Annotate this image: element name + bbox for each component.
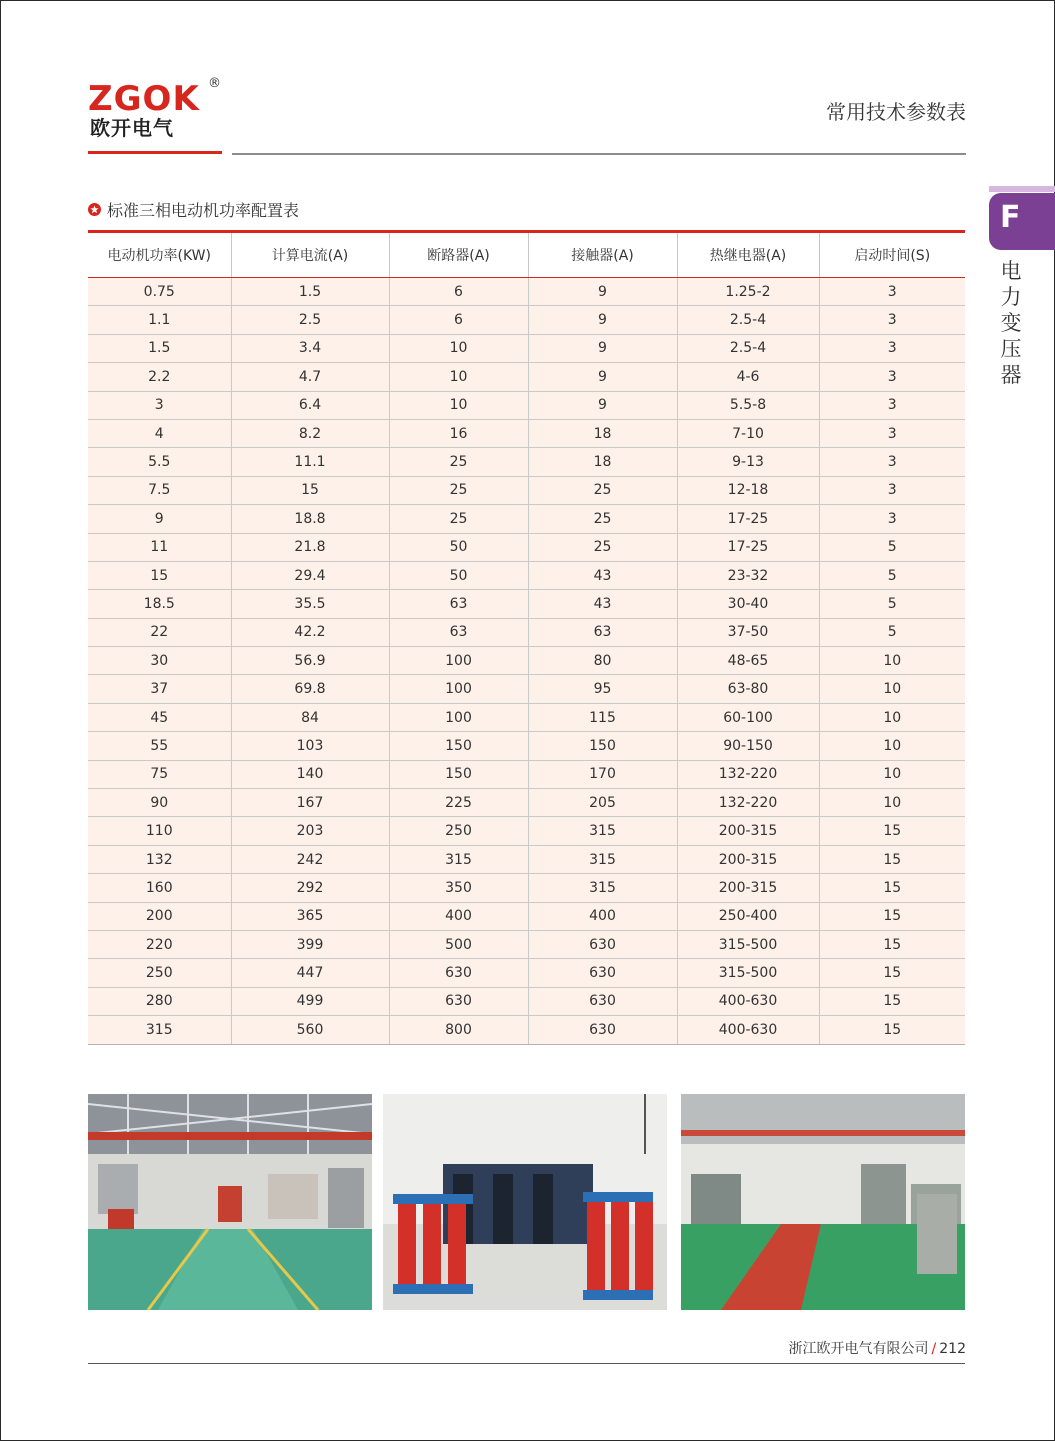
table-cell: 43 [528,561,677,589]
table-cell: 63 [528,618,677,646]
table-row [88,533,965,561]
table-cell: 6 [389,306,528,334]
table-cell: 3 [819,448,965,476]
table-cell: 250 [389,817,528,845]
motor-config-table [88,233,965,1045]
table-cell: 1.1 [88,306,231,334]
side-tab-accent [989,186,1055,192]
table-cell: 15 [819,930,965,958]
table-cell: 225 [389,789,528,817]
table-cell: 140 [231,760,389,788]
table-cell: 150 [389,732,528,760]
table-row [88,987,965,1015]
table-cell: 63 [389,618,528,646]
table-cell: 3.4 [231,334,389,362]
table-cell: 1.5 [88,334,231,362]
table-cell: 50 [389,561,528,589]
footer [789,1338,966,1358]
table-row [88,647,965,675]
table-cell: 35.5 [231,590,389,618]
table-cell: 9 [528,391,677,419]
table-cell: 630 [528,987,677,1015]
footer-divider [88,1363,965,1364]
table-cell: 280 [88,987,231,1015]
table-cell: 10 [819,647,965,675]
table-cell: 132-220 [677,760,819,788]
table-cell: 500 [389,930,528,958]
table-cell: 15 [819,959,965,987]
table-cell: 7-10 [677,419,819,447]
table-cell: 115 [528,703,677,731]
table-cell: 45 [88,703,231,731]
table-cell: 63-80 [677,675,819,703]
table-cell: 5.5 [88,448,231,476]
table-cell: 315 [389,845,528,873]
section-title-text: 标准三相电动机功率配置表 [107,201,300,220]
table-cell: 167 [231,789,389,817]
table-cell: 100 [389,675,528,703]
dry-transformers-photo [383,1094,667,1310]
table-cell: 43 [528,590,677,618]
footer-separator: / [931,1341,937,1357]
table-cell: 90 [88,789,231,817]
table-cell: 315 [528,845,677,873]
brand-logo: ZGOK [88,79,200,119]
table-cell: 100 [389,703,528,731]
table-cell: 9 [528,334,677,362]
star-bullet-icon [88,203,101,216]
table-row [88,959,965,987]
table-cell: 2.5-4 [677,306,819,334]
table-row [88,817,965,845]
table-cell: 17-25 [677,505,819,533]
table-cell: 400 [528,902,677,930]
table-cell: 170 [528,760,677,788]
chapter-tab [989,193,1055,250]
logo-underline [88,151,222,154]
table-cell: 100 [389,647,528,675]
table-cell: 315 [528,874,677,902]
chapter-label: 电力变压器 [1000,259,1022,387]
table-cell: 5.5-8 [677,391,819,419]
table-cell: 16 [389,419,528,447]
table-row [88,732,965,760]
section-title [88,198,299,221]
table-cell: 103 [231,732,389,760]
table-cell: 132-220 [677,789,819,817]
table-row [88,760,965,788]
table-cell: 18.5 [88,590,231,618]
table-cell: 3 [88,391,231,419]
table-cell: 1.5 [231,278,389,306]
table-cell: 10 [819,703,965,731]
table-cell: 10 [819,760,965,788]
table-cell: 18 [528,448,677,476]
table-cell: 3 [819,334,965,362]
table-cell: 15 [819,817,965,845]
table-cell: 4.7 [231,363,389,391]
table-cell: 10 [389,334,528,362]
table-cell: 200 [88,902,231,930]
table-cell: 3 [819,391,965,419]
table-cell: 250-400 [677,902,819,930]
table-cell: 15 [231,476,389,504]
column-header: 热继电器(A) [677,233,819,278]
table-cell: 10 [819,732,965,760]
column-header: 启动时间(S) [819,233,965,278]
table-cell: 365 [231,902,389,930]
table-cell: 2.2 [88,363,231,391]
page-number: 212 [939,1341,966,1357]
table-row [88,1016,965,1044]
table-cell: 6 [389,278,528,306]
table-cell: 499 [231,987,389,1015]
table-row [88,391,965,419]
table-cell: 0.75 [88,278,231,306]
table-cell: 203 [231,817,389,845]
table-cell: 6.4 [231,391,389,419]
table-cell: 25 [389,448,528,476]
table-row [88,703,965,731]
factory-hall-photo [88,1094,372,1310]
table-row [88,278,965,306]
table-cell: 630 [528,959,677,987]
table-cell: 15 [819,845,965,873]
table-row [88,505,965,533]
table-cell: 110 [88,817,231,845]
table-cell: 150 [528,732,677,760]
table-cell: 80 [528,647,677,675]
table-cell: 56.9 [231,647,389,675]
brand-name: 欧开电气 [90,116,174,140]
table-cell: 160 [88,874,231,902]
table-cell: 630 [528,1016,677,1044]
table-cell: 12-18 [677,476,819,504]
table-body [88,278,965,1045]
table-row [88,306,965,334]
table-cell: 18 [528,419,677,447]
column-header: 断路器(A) [389,233,528,278]
table-cell: 9 [528,363,677,391]
table-cell: 7.5 [88,476,231,504]
table-row [88,363,965,391]
column-header: 接触器(A) [528,233,677,278]
table-cell: 10 [389,363,528,391]
table-row [88,476,965,504]
footer-company: 浙江欧开电气有限公司 [788,1341,929,1357]
table-cell: 15 [819,902,965,930]
table-row [88,590,965,618]
table-cell: 315-500 [677,930,819,958]
table-cell: 30-40 [677,590,819,618]
table-cell: 400-630 [677,1016,819,1044]
table-cell: 25 [528,476,677,504]
table-cell: 17-25 [677,533,819,561]
table-cell: 399 [231,930,389,958]
table-cell: 3 [819,476,965,504]
table-cell: 11 [88,533,231,561]
table-cell: 90-150 [677,732,819,760]
table-cell: 18.8 [231,505,389,533]
table-cell: 132 [88,845,231,873]
table-row [88,874,965,902]
table-cell: 3 [819,419,965,447]
table-cell: 55 [88,732,231,760]
table-cell: 630 [528,930,677,958]
registered-mark: ® [208,76,221,91]
table-cell: 447 [231,959,389,987]
table-cell: 630 [389,959,528,987]
table-cell: 3 [819,306,965,334]
table-cell: 25 [389,476,528,504]
table-cell: 84 [231,703,389,731]
table-cell: 1.25-2 [677,278,819,306]
page-title: 常用技术参数表 [826,100,966,124]
table-cell: 150 [389,760,528,788]
table-cell: 30 [88,647,231,675]
table-cell: 292 [231,874,389,902]
table-cell: 10 [819,789,965,817]
table-cell: 200-315 [677,845,819,873]
table-cell: 95 [528,675,677,703]
table-cell: 23-32 [677,561,819,589]
table-header-row [88,233,965,278]
table-cell: 9 [528,306,677,334]
table-cell: 5 [819,561,965,589]
table-cell: 4-6 [677,363,819,391]
table-cell: 15 [819,1016,965,1044]
oil-transformers-photo [681,1094,965,1310]
table-row [88,845,965,873]
table-row [88,419,965,447]
table-cell: 242 [231,845,389,873]
table-cell: 315 [528,817,677,845]
table-row [88,561,965,589]
table-cell: 3 [819,363,965,391]
table-cell: 5 [819,533,965,561]
table-cell: 8.2 [231,419,389,447]
table-cell: 63 [389,590,528,618]
table-cell: 15 [819,987,965,1015]
table-cell: 50 [389,533,528,561]
chapter-letter: F [1000,200,1021,235]
table-cell: 250 [88,959,231,987]
table-cell: 9 [528,278,677,306]
table-cell: 10 [389,391,528,419]
table-cell: 48-65 [677,647,819,675]
table-row [88,618,965,646]
table-cell: 9 [88,505,231,533]
table-cell: 25 [389,505,528,533]
table-cell: 2.5 [231,306,389,334]
column-header: 计算电流(A) [231,233,389,278]
table-cell: 5 [819,618,965,646]
table-cell: 25 [528,533,677,561]
table-cell: 9-13 [677,448,819,476]
table-cell: 3 [819,505,965,533]
table-row [88,675,965,703]
table-cell: 75 [88,760,231,788]
table-cell: 37-50 [677,618,819,646]
table-cell: 560 [231,1016,389,1044]
table-cell: 60-100 [677,703,819,731]
table-cell: 315 [88,1016,231,1044]
table-cell: 4 [88,419,231,447]
table-row [88,930,965,958]
table-cell: 3 [819,278,965,306]
table-cell: 29.4 [231,561,389,589]
table-row [88,448,965,476]
table-cell: 400 [389,902,528,930]
table-cell: 37 [88,675,231,703]
column-header: 电动机功率(KW) [88,233,231,278]
table-cell: 205 [528,789,677,817]
table-cell: 11.1 [231,448,389,476]
table-cell: 220 [88,930,231,958]
table-cell: 2.5-4 [677,334,819,362]
table-cell: 10 [819,675,965,703]
table-cell: 5 [819,590,965,618]
table-cell: 400-630 [677,987,819,1015]
table-cell: 200-315 [677,874,819,902]
header-divider [232,153,966,155]
table-cell: 15 [819,874,965,902]
table-cell: 315-500 [677,959,819,987]
table-cell: 69.8 [231,675,389,703]
table-row [88,789,965,817]
table-row [88,902,965,930]
table-cell: 630 [389,987,528,1015]
table-cell: 15 [88,561,231,589]
table-cell: 800 [389,1016,528,1044]
table-cell: 25 [528,505,677,533]
table-cell: 22 [88,618,231,646]
table-cell: 350 [389,874,528,902]
table-cell: 21.8 [231,533,389,561]
table-row [88,334,965,362]
table-cell: 200-315 [677,817,819,845]
table-cell: 42.2 [231,618,389,646]
